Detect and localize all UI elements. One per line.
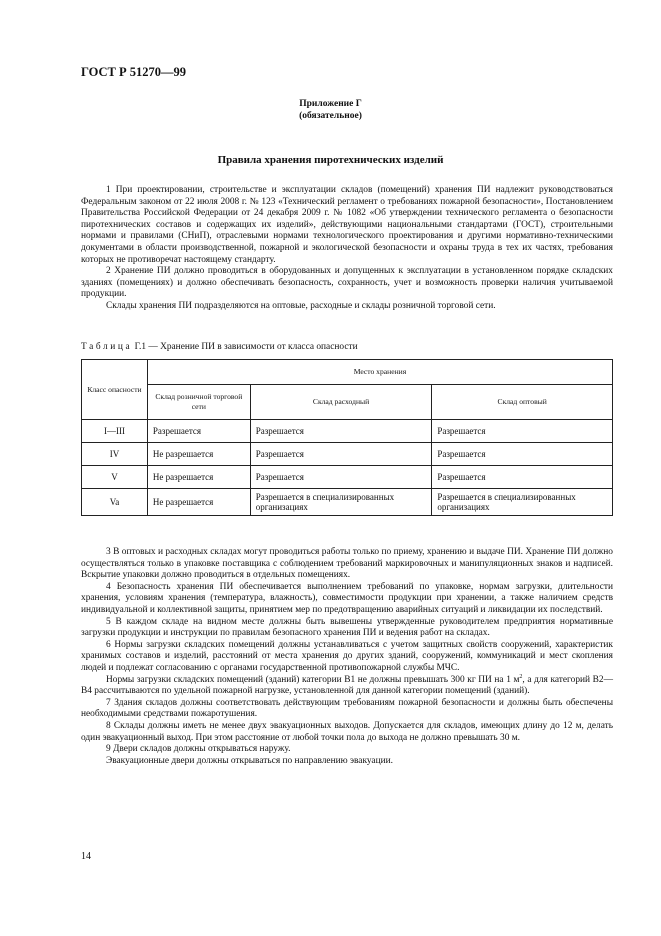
table-caption-text: Г.1 — Хранение ПИ в зависимости от класса опасности xyxy=(134,342,358,352)
bottom-paragraphs xyxy=(81,547,613,767)
cell-retail: Разрешается xyxy=(147,420,250,443)
table-row xyxy=(82,489,613,516)
paragraph: Склады хранения ПИ подразделяются на оптовые, расходные и склады розничной торговой сети. xyxy=(106,300,496,311)
superscript: 2 xyxy=(519,673,523,680)
table-row xyxy=(82,466,613,489)
table-row xyxy=(82,420,613,443)
cell-retail: Не разрешается xyxy=(147,443,250,466)
cell-consumable: Разрешается xyxy=(250,443,432,466)
paragraph: 3 В оптовых и расходных складах могут проводиться работы только по приему, хранению и выдаче ПИ. Хранение ПИ должно осуществляться только в упаковке поставщика с соблюдением требований маркировочных и манипуляционных знаков и надписей. Вскрытие упаковки должно проводиться в отдельных помещениях. xyxy=(81,547,613,581)
appendix-heading xyxy=(0,98,661,122)
cell-wholesale: Разрешается в специализированных организациях xyxy=(432,489,613,516)
cell-wholesale: Разрешается xyxy=(432,466,613,489)
cell-wholesale: Разрешается xyxy=(432,420,613,443)
cell-class: Va xyxy=(82,489,148,516)
cell-consumable: Разрешается в специализированных организациях xyxy=(250,489,432,516)
paragraph: 5 В каждом складе на видном месте должны быть вывешены утвержденные руководителем предприятия нормативные загрузки продукции и инструкции по правилам безопасного хранения ПИ и ведения работ на складах. xyxy=(81,616,613,639)
cell-retail: Не разрешается xyxy=(147,466,250,489)
col-header-wholesale: Склад оптовый xyxy=(432,385,613,420)
page-number: 14 xyxy=(81,851,91,862)
document-id: ГОСТ Р 51270—99 xyxy=(81,65,187,79)
paragraph: 8 Склады должны иметь не менее двух эвакуационных выходов. Допускается для складов, имеющих длину до 12 м, делать один эвакуационный выход. При этом расстояние от любой точки пола до выхода не должно превышать 30 м. xyxy=(81,720,613,743)
cell-consumable: Разрешается xyxy=(250,466,432,489)
cell-consumable: Разрешается xyxy=(250,420,432,443)
paragraph-text: Нормы загрузки складских помещений (зданий) категории В1 не должны превышать 300 кг ПИ на 1 м xyxy=(106,674,520,685)
cell-wholesale: Разрешается xyxy=(432,443,613,466)
storage-table xyxy=(81,359,613,516)
col-header-retail: Склад розничной торговой сети xyxy=(147,385,250,420)
paragraph: Эвакуационные двери должны открываться по направлению эвакуации. xyxy=(106,755,393,766)
paragraph-text: , а для категорий В2—В4 рассчитываются по удельной пожарной нагрузке, установленной для данной категории помещений (зданий). xyxy=(81,674,613,697)
appendix-status: (обязательное) xyxy=(299,111,362,121)
cell-retail: Не разрешается xyxy=(147,489,250,516)
appendix-label: Приложение Г xyxy=(299,99,362,109)
section-title: Правила хранения пиротехнических изделий xyxy=(217,154,444,166)
col-header-class: Класс опасности xyxy=(82,360,148,420)
paragraph: 9 Двери складов должны открываться наружу. xyxy=(106,744,291,755)
paragraph xyxy=(81,675,613,698)
paragraph: 6 Нормы загрузки складских помещений должны устанавливаться с учетом защитных свойств сооружений, характеристик хранимых составов и изделий, расстояний от места хранения до других зданий, сооружений, коммуникаций и мест скопления людей и подлежат согласованию с органами государственной противопожарной службы МЧС. xyxy=(81,639,613,673)
cell-class: I—III xyxy=(82,420,148,443)
top-paragraphs xyxy=(81,185,613,313)
col-header-consumable: Склад расходный xyxy=(250,385,432,420)
cell-class: V xyxy=(82,466,148,489)
table-caption xyxy=(81,342,358,352)
paragraph: 2 Хранение ПИ должно проводиться в оборудованных и допущенных к эксплуатации в установленном порядке складских зданиях (помещениях) и должно обеспечивать безопасность, сохранность, учет и возможность проверки наличия учитываемой продукции. xyxy=(81,266,613,300)
table-row xyxy=(82,443,613,466)
paragraph: 7 Здания складов должны соответствовать действующим требованиям пожарной безопасности и должны быть обеспечены необходимыми средствами пожаротушения. xyxy=(81,697,613,720)
cell-class: IV xyxy=(82,443,148,466)
col-header-place: Место хранения xyxy=(147,360,612,385)
paragraph: 4 Безопасность хранения ПИ обеспечивается выполнением требований по упаковке, нормам загрузки, длительности хранения, условиям хранения (температура, влажность), совместимости продукции при хранении, а также наличием средств индивидуальной и коллективной защиты, принятием мер по предотвращению аварийных ситуаций и ликвидации их последствий. xyxy=(81,581,613,615)
table-caption-word: Таблица xyxy=(81,342,133,352)
paragraph: 1 При проектировании, строительстве и эксплуатации складов (помещений) хранения ПИ надлежит руководствоваться Федеральным законом от 22 июля 2008 г. № 123 «Технический регламент о требованиях пожарной безопасности», Постановлением Правительства Российской Федерации от 24 декабря 2009 г. № 1082 «Об утверждении технического регламента о безопасности пиротехнических составов и содержащих их изделий», действующими национальными стандартами (ГОСТ), строительными нормами и правилами (СНиП), отраслевыми нормами технологического проектирования и другими нормативно-техническими документами в области производственной, пожарной и экологической безопасности и охраны труда в тех их частях, требования которых не противоречат настоящему стандарту. xyxy=(81,185,613,265)
